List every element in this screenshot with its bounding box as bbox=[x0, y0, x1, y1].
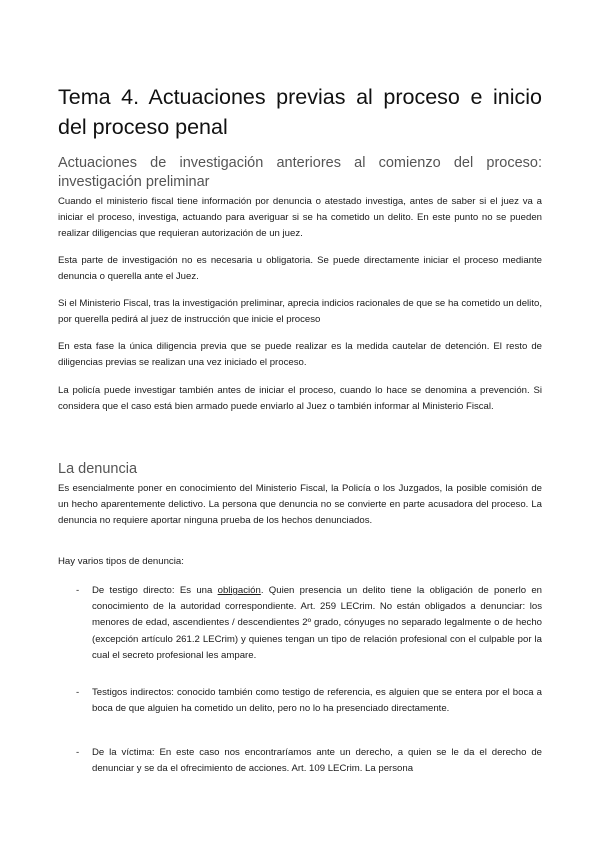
paragraph: Esta parte de investigación no es necesaria u obligatoria. Se puede directamente iniciar el proceso mediante denuncia o querella ante el Juez. bbox=[58, 255, 542, 283]
list-item: - De testigo directo: Es una obligación. Quien presencia un delito tiene la obligación de ponerlo en conocimiento de la autoridad correspondiente. Art. 259 LECrim. No están obligados a denunciar: los menores de edad, ascendientes / descendientes 2º grado, cónyuges no separado legalmente o de hecho (excepción artículo 261.2 LECrim) y quienes tengan un tipo de relación profesional con el culpable por la cual el secreto profesional les ampare. bbox=[76, 585, 542, 661]
list-bullet: - bbox=[76, 687, 80, 698]
list-item: - Testigos indirectos: conocido también como testigo de referencia, es alguien que se entera por el boca a boca de que alguien ha cometido un delito, pero no lo ha presenciado directamente. bbox=[76, 687, 542, 715]
paragraph: La policía puede investigar también antes de iniciar el proceso, cuando lo hace se denomina a prevención. Si considera que el caso está bien armado puede enviarlo al Juez o también informar al Ministerio Fiscal. bbox=[58, 385, 542, 413]
list-bullet: - bbox=[76, 747, 80, 758]
paragraph: Hay varios tipos de denuncia: bbox=[58, 556, 184, 567]
paragraph: En esta fase la única diligencia previa que se puede realizar es la medida cautelar de detención. El resto de diligencias previas se realizan una vez iniciado el proceso. bbox=[58, 341, 542, 369]
paragraph: Es esencialmente poner en conocimiento del Ministerio Fiscal, la Policía o los Juzgados, la posible comisión de un hecho aparentemente delictivo. La persona que denuncia no se convierte en parte acusadora del proceso. La denuncia no requiere aportar ninguna prueba de los hechos denunciados. bbox=[58, 483, 542, 527]
list-item: - De la víctima: En este caso nos encontraríamos ante un derecho, a quien se le da el derecho de denunciar y se da el ofrecimiento de acciones. Art. 109 LECrim. La persona bbox=[76, 747, 542, 775]
paragraph: Si el Ministerio Fiscal, tras la investigación preliminar, aprecia indicios racionales de que se ha cometido un delito, por querella pedirá al juez de instrucción que inicie el proceso bbox=[58, 298, 542, 326]
underlined-term: obligación bbox=[217, 585, 261, 596]
section-heading-investigacion: Actuaciones de investigación anteriores al comienzo del proceso: investigación preliminar bbox=[58, 155, 542, 190]
document-title: Tema 4. Actuaciones previas al proceso e inicio del proceso penal bbox=[58, 85, 542, 139]
paragraph: Cuando el ministerio fiscal tiene información por denuncia o atestado investiga, antes de saber si el juez va a iniciar el proceso, investiga, actuando para averiguar si se ha cometido un delito. En este punto no se pueden realizar diligencias que requieran autorización de un juez. bbox=[58, 196, 542, 240]
section-heading-denuncia: La denuncia bbox=[58, 461, 138, 477]
list-bullet: - bbox=[76, 585, 80, 596]
